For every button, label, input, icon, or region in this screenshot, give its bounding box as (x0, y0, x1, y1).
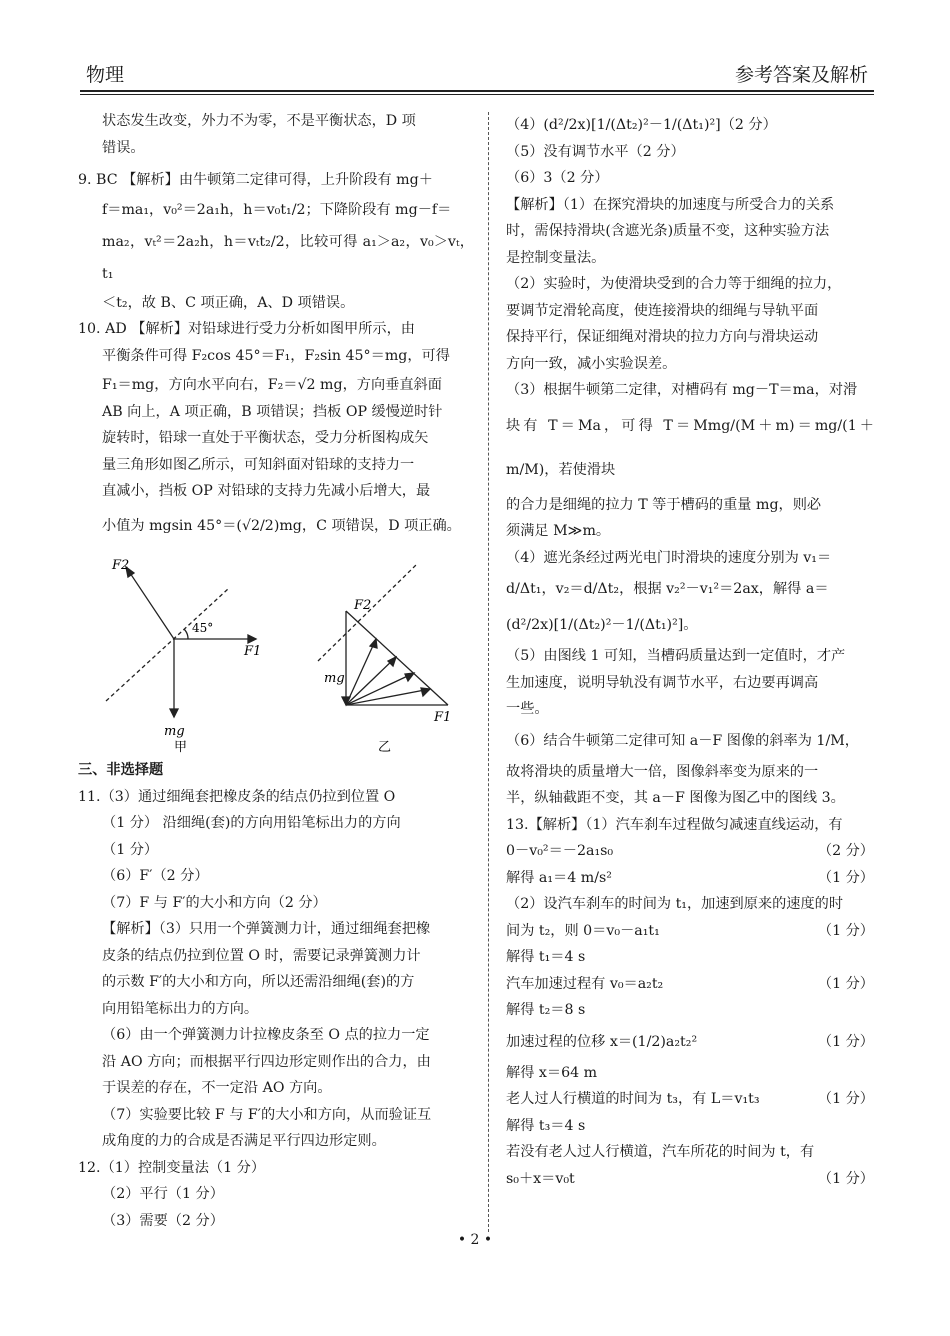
equation-row (506, 891, 874, 918)
text-line: 【解析】（3）只用一个弹簧测力计，通过细绳套把橡 (102, 921, 431, 937)
text-line: 的合力是细绳的拉力 T 等于槽码的重量 mg，则必 (506, 496, 822, 513)
section-heading: 三、非选择题 (78, 762, 164, 778)
equation: 解得 t₃＝4 s (506, 1117, 586, 1134)
score: （1 分） (817, 1170, 874, 1187)
diagram-jia-caption: 甲 (174, 740, 188, 755)
column-divider (488, 112, 489, 1232)
f2-arrow (126, 567, 174, 639)
text-line: （1 分） 沿细绳(套)的方向用铅笔标出力的方向 (102, 815, 401, 831)
equation-row (506, 971, 874, 998)
text-line: 须满足 M≫m。 (506, 523, 611, 539)
text-line: （5）没有调节水平（2 分） (506, 143, 685, 160)
text-line: AB 向上，A 项正确，B 项错误；挡板 OP 缓慢逆时针 (102, 403, 443, 420)
text-line: 直减小，挡板 OP 对铅球的支持力先减小后增大，最 (102, 483, 431, 499)
text-line: （3）需要（2 分） (102, 1212, 224, 1229)
text-line: （4）(d²/2x)[1/(Δt₂)²－1/(Δt₁)²]（2 分） (506, 117, 777, 133)
page-header (80, 58, 872, 88)
left-column (78, 108, 474, 1234)
text-line: 于误差的存在，不一定沿 AO 方向。 (102, 1080, 332, 1096)
text-line: （6）结合牛顿第二定律可知 a－F 图像的斜率为 1/M， (506, 732, 859, 749)
equation: 汽车加速过程有 v₀＝a₂t₂ (506, 975, 664, 992)
text-line: 半，纵轴截距不变，其 a－F 图像为图乙中的图线 3。 (506, 790, 845, 806)
f1-label: F1 (434, 710, 452, 725)
equation-row (506, 1024, 874, 1060)
text-line: 成角度的力的合成是否满足平行四边形定则。 (102, 1133, 386, 1149)
text-line: 皮条的结点仍拉到位置 O 时，需要记录弹簧测力计 (102, 947, 421, 964)
text-line: （6）3（2 分） (506, 170, 609, 186)
equation: 间为 t₂，则 0＝v₀－a₁t₁ (506, 922, 660, 939)
text-line: 11.（3）通过细绳套把橡皮条的结点仍拉到位置 O (78, 788, 396, 805)
score: （1 分） (817, 1091, 874, 1107)
text-line: （5）由图线 1 可知，当槽码质量达到一定值时，才产 (506, 648, 846, 664)
angle-arc (184, 629, 188, 639)
text-line: 方向一致，减小实验误差。 (506, 355, 677, 372)
diagram-yi-caption: 乙 (378, 740, 392, 755)
score: （1 分） (817, 869, 874, 886)
text-line: 的示数 F′的大小和方向，所以还需沿细绳(套)的方 (102, 974, 415, 990)
angle-label: 45° (192, 621, 214, 635)
text-line: （2）实验时，为使滑块受到的合力等于细绳的拉力， (506, 276, 842, 292)
score: （2 分） (817, 843, 874, 859)
f2-label: F2 (354, 598, 372, 613)
equation-row (506, 1113, 874, 1140)
equation-row (506, 997, 874, 1024)
text-line: （3）根据牛顿第二定律，对槽码有 mg－T＝ma，对滑 (506, 382, 858, 398)
score: （1 分） (817, 975, 874, 992)
text-line: 生加速度，说明导轨没有调节水平，右边要再调高 (506, 674, 819, 691)
text-line: 向用铅笔标出力的方向。 (102, 1000, 259, 1017)
equation-row (506, 1139, 874, 1166)
incline-dashed-line (318, 565, 416, 661)
diagram-jia (106, 567, 256, 717)
text-line: ma₂，vₜ²＝2a₂h，h＝vₜt₂/2，比较可得 a₁＞a₂，v₀＞vₜ，t₁ (102, 233, 474, 282)
text-line: 保持平行，保证细绳对滑块的拉力方向与滑块运动 (506, 329, 819, 345)
header-title: 参考答案及解析 (734, 64, 868, 86)
text-line: （7）实验要比较 F 与 F′的大小和方向，从而验证互 (102, 1106, 432, 1123)
equation: 若没有老人过人行横道，汽车所花的时间为 t，有 (506, 1144, 815, 1160)
text-line: 9. BC 【解析】由牛顿第二定律可得，上升阶段有 mg＋ (78, 172, 433, 188)
text-line: （4）遮光条经过两光电门时滑块的速度分别为 v₁＝ (506, 549, 832, 566)
text-line: f＝ma₁，v₀²＝2a₁h，h＝v₀t₁/2；下降阶段有 mg－f＝ (102, 201, 452, 218)
text-line: 平衡条件可得 F₂cos 45°＝F₁，F₂sin 45°＝mg，可得 (102, 347, 450, 364)
f1-label: F1 (244, 644, 262, 659)
subject-label: 物理 (86, 64, 125, 86)
equation-row (506, 944, 874, 971)
equation: s₀＋x＝v₀t (506, 1170, 575, 1187)
header-rule (80, 90, 874, 92)
equation: 解得 a₁＝4 m/s² (506, 869, 612, 886)
equation-row (506, 918, 874, 945)
text-line: 量三角形如图乙所示，可知斜面对铅球的支持力一 (102, 456, 415, 473)
equation: 解得 x＝64 m (506, 1064, 598, 1081)
text-line: 一些。 (506, 701, 549, 717)
equation: 加速过程的位移 x＝(1/2)a₂t₂² (506, 1033, 698, 1050)
text-line: 故将滑块的质量增大一倍，图像斜率变为原来的一 (506, 763, 819, 780)
text-line: （6）F′（2 分） (102, 868, 209, 884)
text-line: 【解析】（1）在探究滑块的加速度与所受合力的关系 (506, 196, 835, 213)
mg-label: mg (324, 671, 345, 686)
text-line: （1 分） (102, 841, 159, 858)
equation-row (506, 865, 874, 892)
equation: 解得 t₁＝4 s (506, 949, 586, 965)
text-line: F₁＝mg，方向水平向右，F₂＝√2 mg，方向垂直斜面 (102, 377, 442, 393)
equation: （2）设汽车刹车的时间为 t₁，加速到原来的速度的时 (506, 896, 844, 912)
text-line: 10. AD 【解析】对铅球进行受力分析如图甲所示，由 (78, 321, 415, 337)
text-line: 沿 AO 方向；而根据平行四边形定则作出的合力，由 (102, 1053, 431, 1070)
force-diagrams (78, 549, 474, 759)
page-number: • 2 • (457, 1232, 493, 1248)
incline-dashed-line (106, 589, 228, 701)
score: （1 分） (817, 922, 874, 939)
right-column (506, 108, 874, 1192)
text-line: 状态发生改变，外力不为零，不是平衡状态，D 项 (102, 113, 416, 129)
text-line: 13.【解析】（1）汽车刹车过程做匀减速直线运动，有 (506, 816, 843, 833)
equation-row (506, 838, 874, 865)
text-line: 块有 T＝Ma，可得 T＝Mmg/(M＋m)＝mg/(1＋m/M)，若使滑块 (506, 417, 874, 478)
text-line: 小值为 mgsin 45°＝(√2/2)mg，C 项错误，D 项正确。 (102, 517, 461, 534)
equation-row (506, 1060, 874, 1087)
mg-label: mg (164, 724, 185, 739)
text-line: （7）F 与 F′的大小和方向（2 分） (102, 894, 327, 911)
text-line: 是控制变量法。 (506, 249, 606, 266)
equation-row (506, 1166, 874, 1193)
text-line: （6）由一个弹簧测力计拉橡皮条至 O 点的拉力一定 (102, 1027, 430, 1043)
f2-label: F2 (112, 558, 130, 573)
score: （1 分） (817, 1033, 874, 1050)
text-line: 12.（1）控制变量法（1 分） (78, 1159, 266, 1176)
header-rule-thin (80, 94, 874, 95)
equation: 老人过人行横道的时间为 t₃，有 L＝v₁t₃ (506, 1091, 760, 1107)
text-line: 要调节定滑轮高度，使连接滑块的细绳与导轨平面 (506, 302, 819, 319)
text-line: 时，需保持滑块(含遮光条)质量不变，这种实验方法 (506, 223, 830, 239)
text-line: 错误。 (102, 139, 145, 156)
equation-row (506, 1086, 874, 1113)
text-line: （2）平行（1 分） (102, 1186, 224, 1202)
equation: 0－v₀²＝－2a₁s₀ (506, 843, 614, 859)
text-line: d/Δt₁，v₂＝d/Δt₂，根据 v₂²－v₁²＝2ax，解得 a＝ (506, 581, 829, 597)
text-line: 旋转时，铅球一直处于平衡状态，受力分析图构成矢 (102, 430, 429, 446)
text-line: ＜t₂，故 B、C 项正确，A、D 项错误。 (102, 294, 355, 311)
text-line: (d²/2x)[1/(Δt₂)²－1/(Δt₁)²]。 (506, 617, 698, 633)
equation: 解得 t₂＝8 s (506, 1002, 586, 1018)
